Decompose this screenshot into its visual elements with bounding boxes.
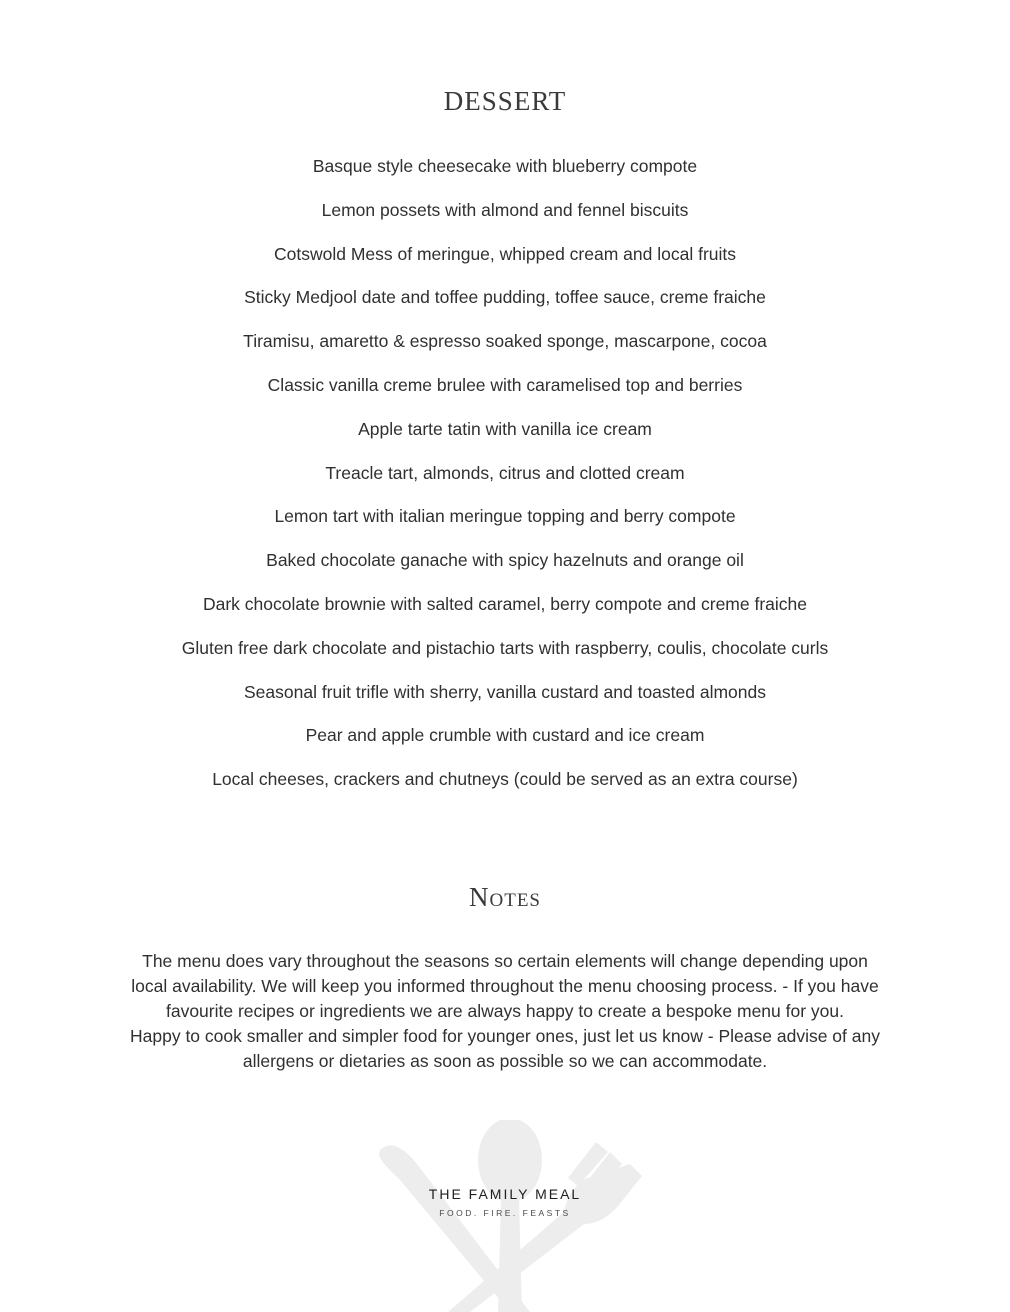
notes-line: The menu does vary throughout the seasons so certain elements will change depending upon xyxy=(142,951,868,971)
brand-name: THE FAMILY MEAL xyxy=(428,1186,582,1202)
list-item: Baked chocolate ganache with spicy hazelnuts and orange oil xyxy=(266,550,744,571)
dessert-list xyxy=(0,152,1010,809)
list-item: Dark chocolate brownie with salted caramel, berry compote and creme fraiche xyxy=(202,593,808,614)
notes-line: local availability. We will keep you informed throughout the menu choosing process. - If you have xyxy=(131,976,879,996)
notes-line: allergens or dietaries as soon as possible so we can accommodate. xyxy=(242,1051,768,1071)
notes-paragraph xyxy=(110,949,900,1074)
list-item: Pear and apple crumble with custard and ice cream xyxy=(305,725,705,746)
list-item: Gluten free dark chocolate and pistachio tarts with raspberry, coulis, chocolate curls xyxy=(181,637,829,658)
list-item: Seasonal fruit trifle with sherry, vanilla custard and toasted almonds xyxy=(243,681,767,702)
notes-heading: Notes xyxy=(469,882,541,912)
brand-tagline: FOOD. FIRE. FEASTS xyxy=(439,1208,571,1218)
list-item: Lemon possets with almond and fennel biscuits xyxy=(321,199,689,220)
list-item: Classic vanilla creme brulee with caramelised top and berries xyxy=(267,374,743,395)
list-item: Apple tarte tatin with vanilla ice cream xyxy=(358,418,652,439)
list-item: Local cheeses, crackers and chutneys (could be served as an extra course) xyxy=(212,769,798,790)
dessert-heading: DESSERT xyxy=(443,86,567,116)
list-item: Sticky Medjool date and toffee pudding, toffee sauce, creme fraiche xyxy=(244,287,766,308)
list-item: Lemon tart with italian meringue topping and berry compote xyxy=(274,506,736,527)
notes-line: favourite recipes or ingredients we are always happy to create a bespoke menu for you. xyxy=(165,1001,844,1021)
list-item: Treacle tart, almonds, citrus and clotted cream xyxy=(325,462,685,483)
list-item: Basque style cheesecake with blueberry compote xyxy=(312,156,698,176)
list-item: Tiramisu, amaretto & espresso soaked sponge, mascarpone, cocoa xyxy=(243,331,767,352)
list-item: Cotswold Mess of meringue, whipped cream and local fruits xyxy=(273,243,736,264)
notes-line: Happy to cook smaller and simpler food for younger ones, just let us know - Please advise of any xyxy=(130,1026,880,1046)
